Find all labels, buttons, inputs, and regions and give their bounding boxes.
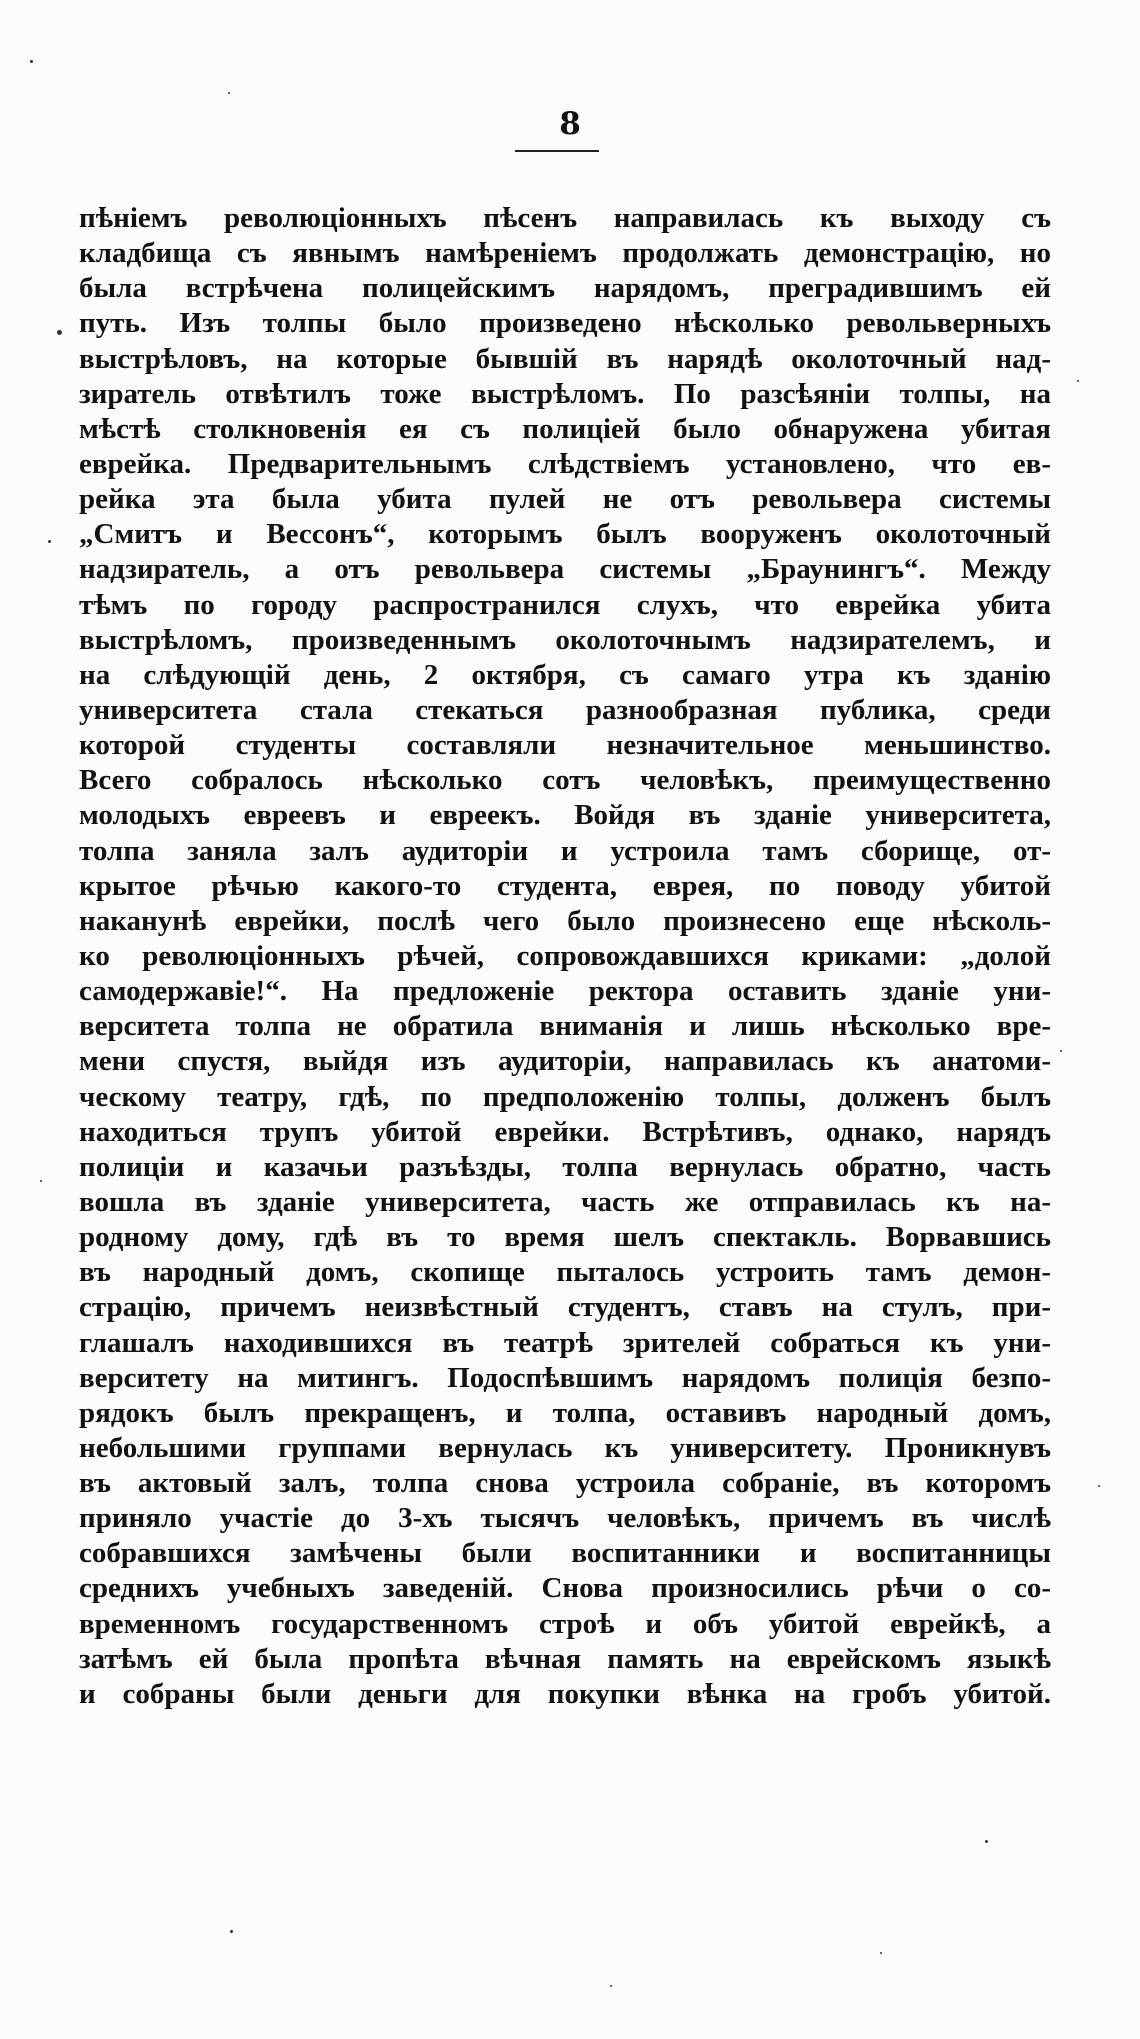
page-number-underline <box>515 150 599 152</box>
body-text <box>79 201 1051 1712</box>
text-line: въ актовый залъ, толпа снова устроила собраніе, въ которомъ <box>79 1467 1051 1500</box>
scan-speck <box>48 540 51 543</box>
scan-speck <box>1060 1050 1062 1052</box>
text-line: небольшими группами вернулась къ университету. Проникнувъ <box>79 1431 1051 1464</box>
text-line: кладбища съ явнымъ намѣреніемъ продолжать демонстрацію, но <box>79 237 1051 270</box>
text-line: зиратель отвѣтилъ тоже выстрѣломъ. По разсѣяніи толпы, на <box>79 377 1051 410</box>
text-line: временномъ государственномъ строѣ и объ убитой еврейкѣ, а <box>79 1607 1051 1640</box>
text-line: верситета толпа не обратила вниманія и лишь нѣсколько вре- <box>79 1010 1051 1043</box>
text-line: на слѣдующій день, 2 октября, съ самаго утра къ зданію <box>79 658 1051 691</box>
text-line: была встрѣчена полицейскимъ нарядомъ, преградившимъ ей <box>79 272 1051 305</box>
scan-speck <box>1098 1485 1100 1487</box>
scan-speck <box>230 1930 233 1933</box>
text-line: Всего собралось нѣсколько сотъ человѣкъ, преимущественно <box>79 764 1051 797</box>
text-line: толпа заняла залъ аудиторіи и устроила тамъ сборище, от- <box>79 834 1051 867</box>
text-line: рядокъ былъ прекращенъ, и толпа, оставивъ народный домъ, <box>79 1396 1051 1429</box>
text-line: родному дому, гдѣ въ то время шелъ спектакль. Ворвавшись <box>79 1221 1051 1254</box>
text-line: затѣмъ ей была пропѣта вѣчная память на еврейскомъ языкѣ <box>79 1642 1051 1675</box>
text-line: путь. Изъ толпы было произведено нѣсколько револьверныхъ <box>79 307 1051 340</box>
text-line: еврейка. Предварительнымъ слѣдствіемъ установлено, что ев- <box>79 447 1051 480</box>
scan-speck <box>985 1840 988 1843</box>
text-line: университета стала стекаться разнообразная публика, среди <box>79 693 1051 726</box>
text-line: страцію, причемъ неизвѣстный студентъ, ставъ на стулъ, при- <box>79 1291 1051 1324</box>
scan-speck <box>610 1985 612 1987</box>
text-line: ческому театру, гдѣ, по предположенію толпы, долженъ былъ <box>79 1080 1051 1113</box>
scan-speck <box>228 92 230 94</box>
text-line: вошла въ зданіе университета, часть же отправилась къ на- <box>79 1185 1051 1218</box>
text-line: мѣстѣ столкновенія ея съ полиціей было обнаружена убитая <box>79 412 1051 445</box>
scan-speck <box>57 330 62 335</box>
text-line: полиціи и казачьи разъѣзды, толпа вернулась обратно, часть <box>79 1150 1051 1183</box>
text-line: собравшихся замѣчены были воспитанники и воспитанницы <box>79 1537 1051 1570</box>
text-line: которой студенты составляли незначительное меньшинство. <box>79 729 1051 762</box>
text-line: находиться трупъ убитой еврейки. Встрѣтивъ, однако, нарядъ <box>79 1115 1051 1148</box>
text-line: въ народный домъ, скопище пыталось устроить тамъ демон- <box>79 1256 1051 1289</box>
text-line: верситету на митингъ. Подоспѣвшимъ нарядомъ полиція безпо- <box>79 1361 1051 1394</box>
scan-speck <box>30 60 33 63</box>
scan-speck <box>1077 380 1079 382</box>
scan-speck <box>880 1952 882 1954</box>
text-line: пѣніемъ революціонныхъ пѣсенъ направилась къ выходу съ <box>79 202 1051 234</box>
text-line: среднихъ учебныхъ заведеній. Снова произносились рѣчи о со- <box>79 1572 1051 1605</box>
text-line: наканунѣ еврейки, послѣ чего было произнесено еще нѣсколь- <box>79 904 1051 937</box>
text-line: надзиратель, а отъ револьвера системы „Браунингъ“. Между <box>79 553 1051 586</box>
text-line: выстрѣловъ, на которые бывшій въ нарядѣ околоточный над- <box>79 342 1051 375</box>
text-line: и собраны были деньги для покупки вѣнка на гробъ убитой. <box>79 1677 1051 1710</box>
text-line: молодыхъ евреевъ и евреекъ. Войдя въ зданіе университета, <box>79 799 1051 832</box>
scan-speck <box>40 1180 42 1182</box>
text-line: приняло участіе до 3-хъ тысячъ человѣкъ, причемъ въ числѣ <box>79 1502 1051 1535</box>
text-line: мени спустя, выйдя изъ аудиторіи, направилась къ анатоми- <box>79 1045 1051 1078</box>
text-line: крытое рѣчью какого-то студента, еврея, по поводу убитой <box>79 869 1051 902</box>
text-line: выстрѣломъ, произведеннымъ околоточнымъ надзирателемъ, и <box>79 623 1051 656</box>
text-line: ко революціонныхъ рѣчей, сопровождавшихся криками: „долой <box>79 939 1051 972</box>
page-number: 8 <box>559 106 581 142</box>
text-line: глашалъ находившихся въ театрѣ зрителей собраться къ уни- <box>79 1326 1051 1359</box>
text-line: самодержавіе!“. На предложеніе ректора оставить зданіе уни- <box>79 975 1051 1008</box>
text-line: тѣмъ по городу распространился слухъ, что еврейка убита <box>79 588 1051 621</box>
text-line: рейка эта была убита пулей не отъ револьвера системы <box>79 483 1051 516</box>
text-line: „Смитъ и Вессонъ“, которымъ былъ вооруженъ околоточный <box>79 518 1051 551</box>
